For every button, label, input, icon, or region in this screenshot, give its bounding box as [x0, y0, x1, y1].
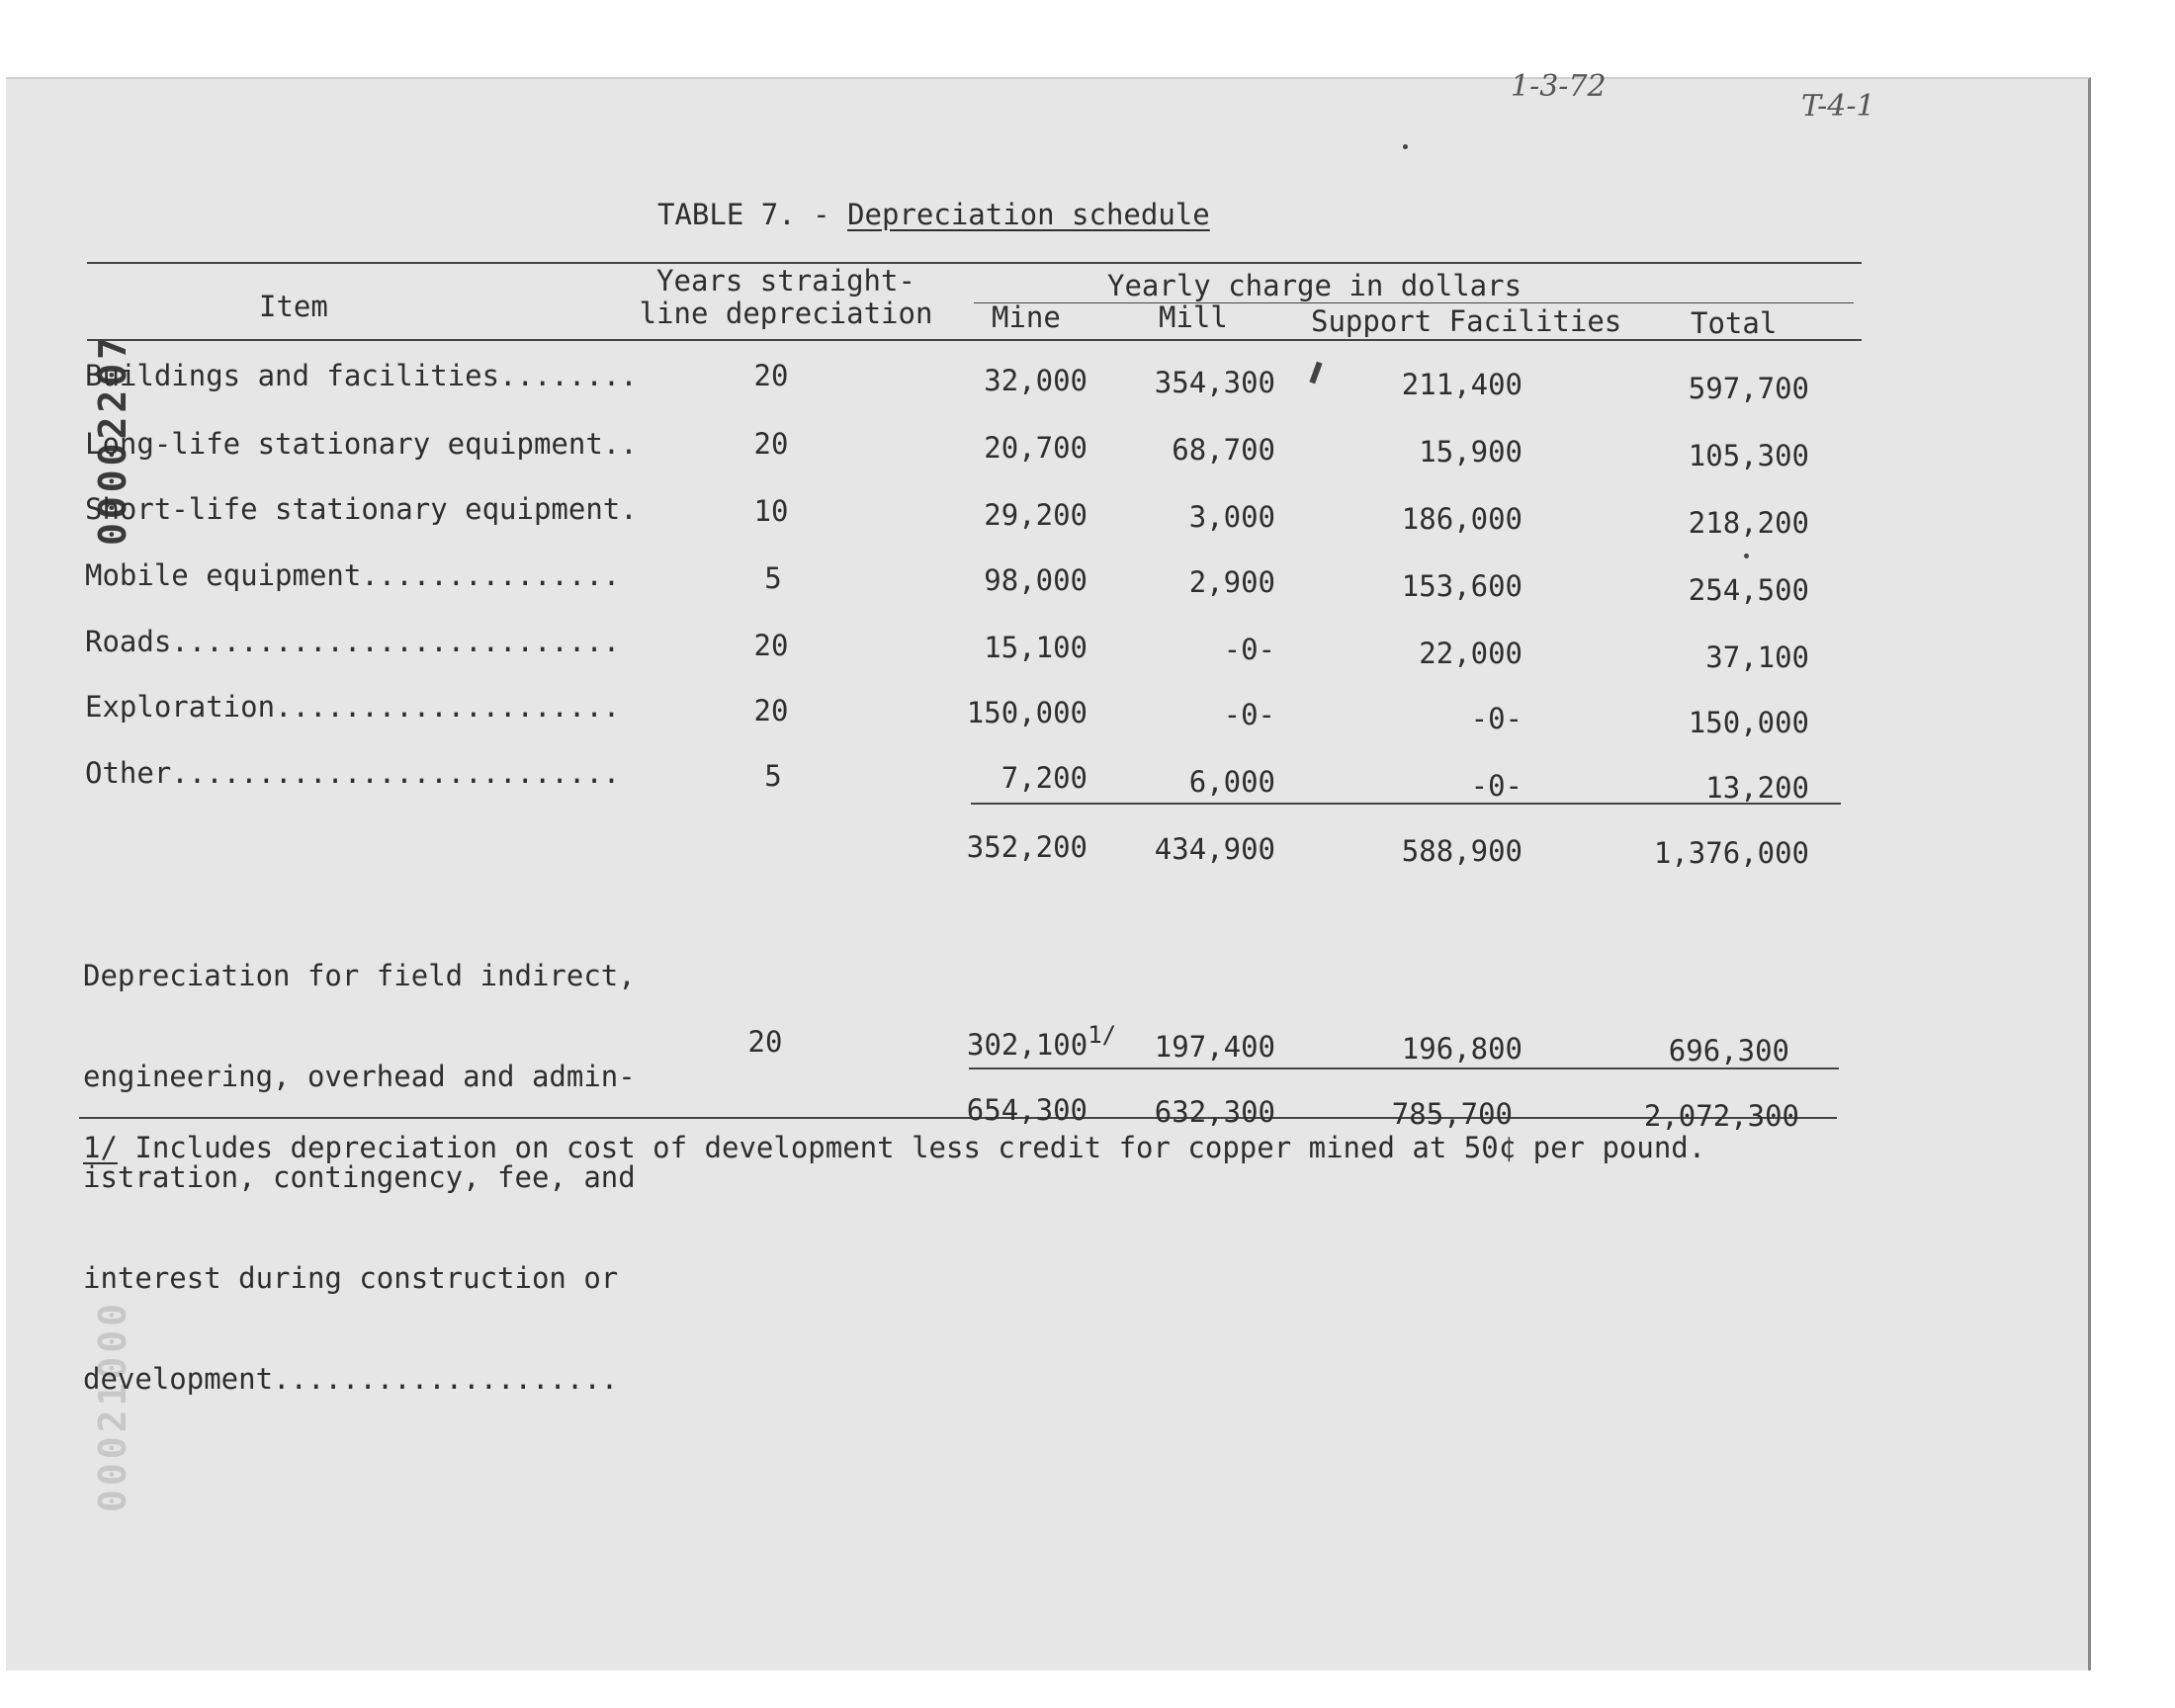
row-years-roads: 20: [753, 629, 789, 662]
footnote: [83, 1131, 1705, 1164]
row-support-mobile: 153,600: [1401, 569, 1522, 603]
field-indirect-line1: Depreciation for field indirect,: [83, 959, 636, 992]
row-support-other: -0-: [1470, 769, 1522, 803]
field-indirect-mine-value: 302,100: [967, 1028, 1088, 1062]
row-mine-other: 7,200: [1000, 761, 1088, 795]
row-total-roads: 37,100: [1705, 640, 1809, 674]
row-item-other: Other..........................: [85, 756, 621, 790]
row-item-buildings: Buildings and facilities........: [85, 359, 638, 392]
row-mine-short-life: 29,200: [984, 498, 1088, 532]
subtotal-support: 588,900: [1401, 834, 1522, 868]
row-total-long-life: 105,300: [1688, 439, 1809, 472]
row-item-roads: Roads..........................: [85, 625, 621, 658]
table-title-prefix: TABLE 7. -: [657, 198, 830, 231]
subtotal-mine: 352,200: [966, 830, 1088, 864]
field-indirect-line4: interest during construction or: [83, 1261, 619, 1295]
row-total-field-indirect: 696,300: [1668, 1034, 1789, 1068]
row-years-other: 5: [764, 759, 782, 793]
row-total-mobile: 254,500: [1688, 573, 1809, 607]
row-total-other: 13,200: [1705, 771, 1809, 805]
row-total-buildings: 597,700: [1688, 372, 1809, 405]
header-mine: Mine: [992, 300, 1061, 334]
row-item-short-life: Short-life stationary equipment.: [85, 492, 638, 526]
row-mill-other: 6,000: [1188, 765, 1275, 799]
footnote-text: Includes depreciation on cost of development less credit for copper mined at 50¢ per pound.: [134, 1131, 1706, 1164]
row-mill-buildings: 354,300: [1154, 366, 1275, 399]
header-yearly-charge: Yearly charge in dollars: [1107, 269, 1522, 302]
row-mill-roads: -0-: [1223, 633, 1275, 666]
header-bottom-rule: [87, 339, 1862, 341]
row-years-exploration: 20: [753, 694, 789, 727]
row-total-exploration: 150,000: [1688, 706, 1809, 739]
header-total: Total: [1691, 306, 1778, 340]
total-mill: 632,300: [1154, 1095, 1275, 1129]
row-support-field-indirect: 196,800: [1401, 1032, 1522, 1066]
header-item: Item: [259, 290, 328, 323]
row-mine-mobile: 98,000: [984, 563, 1088, 597]
row-mine-roads: 15,100: [984, 631, 1088, 664]
header-years-line1: Years straight-: [656, 264, 915, 298]
total-mine: 654,300: [966, 1093, 1088, 1127]
table-title: [657, 198, 1210, 231]
footnote-ref: 1/: [1088, 1021, 1117, 1049]
row-support-short-life: 186,000: [1401, 502, 1522, 536]
subtotal-mill: 434,900: [1154, 832, 1275, 866]
header-support: Support Facilities: [1311, 304, 1622, 338]
row-years-field-indirect: 20: [747, 1025, 783, 1059]
field-indirect-line2: engineering, overhead and admin-: [83, 1060, 636, 1093]
field-indirect-line5: development....................: [83, 1362, 619, 1396]
row-mill-short-life: 3,000: [1188, 500, 1275, 534]
row-years-mobile: 5: [764, 561, 782, 595]
row-years-long-life: 20: [753, 427, 789, 461]
header-top-rule: [87, 262, 1862, 264]
header-years: [633, 265, 939, 330]
row-support-exploration: -0-: [1470, 702, 1522, 735]
table-title-name: Depreciation schedule: [847, 198, 1210, 231]
row-mill-field-indirect: 197,400: [1154, 1030, 1275, 1064]
row-mill-long-life: 68,700: [1172, 433, 1275, 467]
total-total: 2,072,300: [1643, 1099, 1799, 1133]
subtotal-rule: [971, 803, 1841, 805]
row-mill-mobile: 2,900: [1188, 565, 1275, 599]
handwritten-date: 1-3-72: [1511, 69, 1607, 104]
row-item-exploration: Exploration....................: [85, 690, 621, 724]
row-years-short-life: 10: [753, 494, 789, 528]
row-support-roads: 22,000: [1419, 637, 1522, 670]
ink-dot: [1403, 144, 1408, 149]
stamp-number-bleed: 00021000: [91, 1299, 134, 1512]
header-mill: Mill: [1159, 300, 1228, 334]
footnote-marker: 1/: [83, 1131, 118, 1164]
handwritten-ref: T-4-1: [1801, 89, 1875, 124]
row-support-long-life: 15,900: [1419, 435, 1522, 469]
row-mine-exploration: 150,000: [966, 696, 1088, 729]
total-support: 785,700: [1391, 1097, 1513, 1131]
row-mine-long-life: 20,700: [984, 431, 1088, 465]
field-indirect-line3: istration, contingency, fee, and: [83, 1160, 636, 1194]
grand-total-rule: [969, 1068, 1839, 1069]
stamp-number: 00002207: [91, 332, 134, 546]
row-item-long-life: Long-life stationary equipment..: [85, 427, 638, 461]
row-mine-field-indirect: [967, 1021, 1117, 1062]
header-years-line2: line depreciation: [639, 297, 933, 330]
ink-dot: [1744, 554, 1749, 558]
row-mine-buildings: 32,000: [984, 364, 1088, 397]
row-mill-exploration: -0-: [1223, 698, 1275, 731]
subtotal-total: 1,376,000: [1653, 836, 1809, 870]
row-total-short-life: 218,200: [1688, 506, 1809, 540]
row-years-buildings: 20: [753, 359, 789, 392]
header-group-rule: [974, 302, 1854, 303]
row-support-buildings: 211,400: [1401, 368, 1522, 401]
row-item-mobile: Mobile equipment...............: [85, 558, 621, 592]
